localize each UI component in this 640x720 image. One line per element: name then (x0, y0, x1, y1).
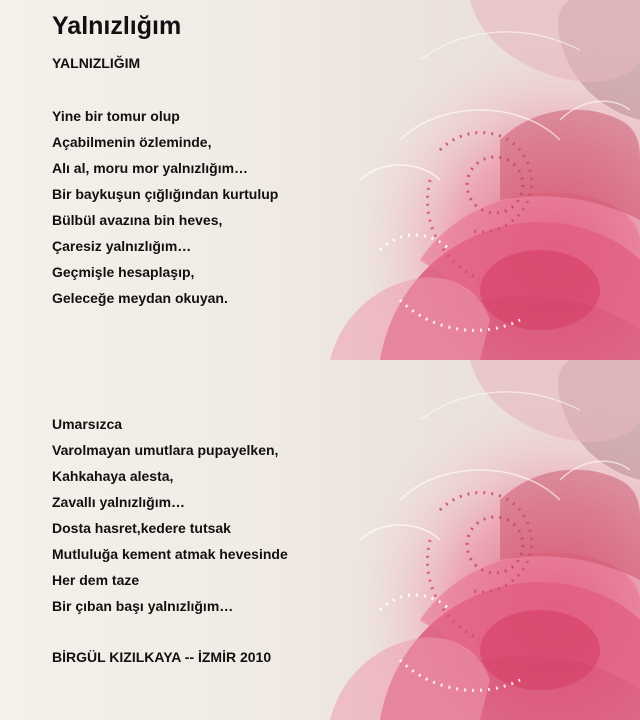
poem-line: Mutluluğa kement atmak hevesinde (52, 546, 288, 562)
stanza-2 (52, 411, 288, 619)
poem-line: Umarsızca (52, 416, 123, 432)
poem-line: Geçmişle hesaplaşıp, (52, 264, 195, 280)
stanza-1 (52, 103, 278, 311)
poem-line: Geleceğe meydan okuyan. (52, 290, 228, 306)
poem-line: Çaresiz yalnızlığım… (52, 238, 192, 254)
poem-line: Dosta hasret,kedere tutsak (52, 520, 231, 536)
poem-line: Alı al, moru mor yalnızlığım… (52, 160, 249, 176)
poem-subtitle: YALNIZLIĞIM (52, 55, 141, 71)
poem-title: Yalnızlığım (52, 12, 182, 40)
poem-line: Varolmayan umutlara pupayelken, (52, 442, 279, 458)
poem-line: Yine bir tomur olup (52, 108, 180, 124)
poem-signature: BİRGÜL KIZILKAYA -- İZMİR 2010 (52, 649, 272, 665)
poem-line: Kahkahaya alesta, (52, 468, 174, 484)
poem-line: Her dem taze (52, 572, 140, 588)
poem-line: Zavallı yalnızlığım… (52, 494, 186, 510)
poem-line: Bir çıban başı yalnızlığım… (52, 598, 234, 614)
poem-line: Açabilmenin özleminde, (52, 134, 212, 150)
poem-line: Bülbül avazına bin heves, (52, 212, 223, 228)
poem-line: Bir baykuşun çığlığından kurtulup (52, 186, 279, 202)
